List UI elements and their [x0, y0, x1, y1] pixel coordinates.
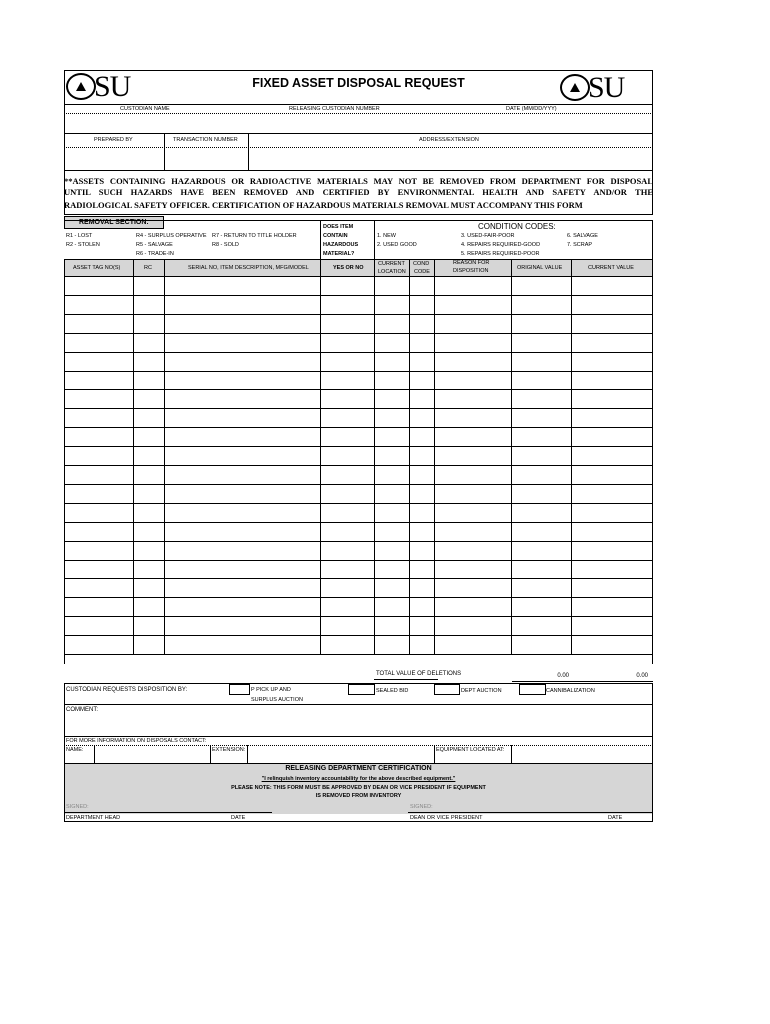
table-cell[interactable] [375, 617, 409, 635]
table-cell[interactable] [410, 485, 434, 503]
contact-extension-label: EXTENSION: [212, 747, 246, 753]
table-cell[interactable] [410, 390, 434, 408]
table-cell[interactable] [375, 523, 409, 541]
table-cell[interactable] [321, 636, 374, 654]
table-cell[interactable] [435, 428, 511, 446]
table-cell[interactable] [435, 353, 511, 371]
table-cell[interactable] [375, 598, 409, 616]
table-cell[interactable] [65, 523, 133, 541]
osu-logo-right: SU [560, 73, 624, 103]
table-cell[interactable] [321, 409, 374, 427]
table-cell[interactable] [572, 447, 652, 465]
table-cell[interactable] [512, 296, 571, 314]
table-cell[interactable] [65, 315, 133, 333]
table-cell[interactable] [410, 372, 434, 390]
col-asset-tag: ASSET TAG NO(S) [73, 265, 121, 271]
hazard-question-3: HAZARDOUS [323, 242, 359, 248]
table-cell[interactable] [375, 636, 409, 654]
condition-codes-title: CONDITION CODES: [478, 222, 556, 231]
table-cell[interactable] [165, 617, 320, 635]
table-cell[interactable] [134, 485, 164, 503]
table-cell[interactable] [134, 296, 164, 314]
table-cell[interactable] [435, 523, 511, 541]
col-cond-2: CODE [414, 269, 430, 275]
contact-label: FOR MORE INFORMATION ON DISPOSALS CONTACT: [66, 738, 207, 744]
prepared-by-field[interactable] [66, 148, 162, 169]
removal-code-r4: R4 - SURPLUS OPERATIVE [136, 233, 207, 239]
table-cell[interactable] [165, 315, 320, 333]
table-cell[interactable] [410, 504, 434, 522]
table-cell[interactable] [165, 523, 320, 541]
table-cell[interactable] [375, 485, 409, 503]
table-cell[interactable] [165, 409, 320, 427]
table-cell[interactable] [375, 353, 409, 371]
table-cell[interactable] [65, 466, 133, 484]
table-cell[interactable] [321, 579, 374, 597]
table-cell[interactable] [572, 598, 652, 616]
table-cell[interactable] [572, 390, 652, 408]
table-cell[interactable] [65, 636, 133, 654]
table-cell[interactable] [375, 542, 409, 560]
table-cell[interactable] [410, 598, 434, 616]
condition-code-4: 4. REPAIRS REQUIRED-GOOD [461, 242, 541, 248]
table-cell[interactable] [321, 617, 374, 635]
table-cell[interactable] [512, 579, 571, 597]
table-cell[interactable] [165, 390, 320, 408]
table-cell[interactable] [512, 428, 571, 446]
table-cell[interactable] [410, 315, 434, 333]
table-cell[interactable] [321, 598, 374, 616]
table-cell[interactable] [375, 296, 409, 314]
table-cell[interactable] [572, 428, 652, 446]
table-cell[interactable] [410, 296, 434, 314]
table-cell[interactable] [65, 598, 133, 616]
total-label: TOTAL VALUE OF DELETIONS [376, 671, 462, 677]
table-cell[interactable] [512, 504, 571, 522]
table-cell[interactable] [410, 353, 434, 371]
table-cell[interactable] [134, 636, 164, 654]
table-cell[interactable] [321, 428, 374, 446]
dean-signature-field[interactable] [438, 802, 648, 812]
table-cell[interactable] [375, 334, 409, 352]
table-cell[interactable] [512, 353, 571, 371]
table-cell[interactable] [65, 428, 133, 446]
department-head-signature-field[interactable] [94, 802, 270, 812]
date-label: DATE (MM/DD/YYY) [506, 106, 557, 112]
table-cell[interactable] [572, 334, 652, 352]
table-cell[interactable] [512, 277, 571, 295]
hazard-warning-line-3: RADIOLOGICAL SAFETY OFFICER. CERTIFICATION OF HAZARDOUS MATERIALS REMOVAL MUST ACCOMPANY THIS FORM [64, 200, 583, 210]
table-cell[interactable] [512, 523, 571, 541]
table-cell[interactable] [375, 277, 409, 295]
table-cell[interactable] [435, 542, 511, 560]
table-cell[interactable] [410, 523, 434, 541]
table-cell[interactable] [512, 390, 571, 408]
table-cell[interactable] [410, 334, 434, 352]
table-cell[interactable] [134, 334, 164, 352]
table-cell[interactable] [435, 334, 511, 352]
certification-title: RELEASING DEPARTMENT CERTIFICATION [285, 765, 432, 772]
table-cell[interactable] [435, 636, 511, 654]
table-cell[interactable] [512, 466, 571, 484]
date-right-label: DATE [608, 815, 623, 821]
table-cell[interactable] [165, 561, 320, 579]
table-cell[interactable] [435, 617, 511, 635]
pickup-label-1: P PICK UP AND [251, 687, 291, 693]
table-cell[interactable] [435, 296, 511, 314]
col-cond-1: COND [413, 261, 430, 267]
signed-left-label: SIGNED: [66, 804, 89, 810]
table-cell[interactable] [134, 315, 164, 333]
comment-field[interactable] [66, 715, 650, 735]
certification-statement: "I relinquish inventory accountability for the above described equipment." [261, 776, 456, 782]
table-cell[interactable] [134, 617, 164, 635]
table-cell[interactable] [410, 277, 434, 295]
address-extension-field[interactable] [250, 148, 650, 169]
removal-code-r2: R2 - STOLEN [66, 242, 100, 248]
removal-code-r6: R6 - TRADE-IN [136, 251, 174, 257]
table-cell[interactable] [134, 561, 164, 579]
custodian-name-field[interactable] [66, 114, 649, 132]
hazard-question-1: DOES ITEM [323, 224, 354, 230]
table-cell[interactable] [512, 636, 571, 654]
table-cell[interactable] [435, 277, 511, 295]
table-cell[interactable] [435, 466, 511, 484]
table-cell[interactable] [572, 466, 652, 484]
col-current-value: CURRENT VALUE [588, 265, 634, 271]
table-cell[interactable] [321, 504, 374, 522]
prepared-by-label: PREPARED BY [94, 137, 133, 143]
releasing-custodian-number-label: RELEASING CUSTODIAN NUMBER [289, 106, 380, 112]
table-cell[interactable] [435, 390, 511, 408]
table-cell[interactable] [134, 428, 164, 446]
hazard-question-4: MATERIAL? [323, 251, 355, 257]
contact-extension-field[interactable] [249, 746, 431, 762]
equipment-located-field[interactable] [513, 746, 650, 762]
table-cell[interactable] [321, 390, 374, 408]
table-cell[interactable] [165, 372, 320, 390]
table-cell[interactable] [321, 447, 374, 465]
table-cell[interactable] [375, 428, 409, 446]
table-cell[interactable] [572, 353, 652, 371]
custodian-name-label: CUSTODIAN NAME [120, 106, 170, 112]
table-cell[interactable] [410, 617, 434, 635]
table-cell[interactable] [375, 372, 409, 390]
table-cell[interactable] [572, 579, 652, 597]
table-cell[interactable] [512, 315, 571, 333]
date-left-label: DATE [231, 815, 246, 821]
table-cell[interactable] [65, 485, 133, 503]
table-cell[interactable] [572, 409, 652, 427]
table-cell[interactable] [134, 523, 164, 541]
condition-code-6: 6. SALVAGE [567, 233, 598, 239]
table-cell[interactable] [65, 353, 133, 371]
table-cell[interactable] [375, 579, 409, 597]
col-reason-1: REASON FOR [453, 260, 490, 266]
table-cell[interactable] [165, 447, 320, 465]
col-yes-no: YES OR NO [333, 265, 364, 271]
hazard-question-2: CONTAIN [323, 233, 348, 239]
condition-code-3: 3. USED-FAIR-POOR [461, 233, 515, 239]
table-cell[interactable] [165, 296, 320, 314]
table-cell[interactable] [134, 409, 164, 427]
table-cell[interactable] [410, 466, 434, 484]
table-cell[interactable] [572, 315, 652, 333]
table-cell[interactable] [512, 542, 571, 560]
condition-code-7: 7. SCRAP [567, 242, 593, 248]
table-cell[interactable] [165, 485, 320, 503]
contact-name-label: NAME: [66, 747, 84, 753]
table-cell[interactable] [410, 447, 434, 465]
table-cell[interactable] [375, 315, 409, 333]
table-cell[interactable] [321, 485, 374, 503]
total-original-value: 0.00 [557, 673, 569, 679]
table-cell[interactable] [435, 372, 511, 390]
table-cell[interactable] [321, 334, 374, 352]
table-cell[interactable] [65, 617, 133, 635]
dean-vp-label: DEAN OR VICE PRESIDENT [410, 815, 483, 821]
osu-logo-left: SU [66, 72, 130, 102]
table-cell[interactable] [572, 504, 652, 522]
table-cell[interactable] [65, 334, 133, 352]
condition-code-5: 5. REPAIRS REQUIRED-POOR [461, 251, 540, 257]
table-cell[interactable] [134, 598, 164, 616]
table-cell[interactable] [321, 372, 374, 390]
condition-code-1: 1. NEW [377, 233, 396, 239]
condition-code-2: 2. USED GOOD [377, 242, 417, 248]
col-serial: SERIAL NO, ITEM DESCRIPTION, MFG/MODEL [188, 265, 309, 271]
hazard-warning-line-1: **ASSETS CONTAINING HAZARDOUS OR RADIOACTIVE MATERIALS MAY NOT BE REMOVED FROM DEPARTMENT FOR DISPOSAL [64, 176, 653, 186]
table-cell[interactable] [134, 466, 164, 484]
table-cell[interactable] [435, 598, 511, 616]
table-cell[interactable] [512, 334, 571, 352]
certification-note-1: PLEASE NOTE: THIS FORM MUST BE APPROVED BY DEAN OR VICE PRESIDENT IF EQUIPMENT [231, 785, 486, 791]
table-cell[interactable] [134, 447, 164, 465]
table-cell[interactable] [134, 504, 164, 522]
table-cell[interactable] [165, 598, 320, 616]
table-cell[interactable] [65, 372, 133, 390]
table-cell[interactable] [134, 353, 164, 371]
cannibalization-label: CANNIBALIZATION [546, 688, 595, 694]
sealed-bid-checkbox[interactable] [348, 684, 375, 695]
removal-section-title: REMOVAL SECTION: [64, 216, 164, 229]
table-cell[interactable] [410, 561, 434, 579]
table-cell[interactable] [410, 428, 434, 446]
table-cell[interactable] [410, 542, 434, 560]
col-original-value: ORIGINAL VALUE [517, 265, 563, 271]
table-cell[interactable] [375, 561, 409, 579]
table-cell[interactable] [65, 296, 133, 314]
dept-auction-checkbox[interactable] [434, 684, 460, 695]
table-cell[interactable] [512, 561, 571, 579]
col-reason-2: DISPOSITION [453, 268, 489, 274]
transaction-number-field[interactable] [166, 148, 246, 169]
table-cell[interactable] [65, 542, 133, 560]
table-cell[interactable] [65, 390, 133, 408]
table-cell[interactable] [134, 390, 164, 408]
table-cell[interactable] [65, 409, 133, 427]
removal-code-r7: R7 - RETURN TO TITLE HOLDER [212, 233, 297, 239]
page-title: FIXED ASSET DISPOSAL REQUEST [252, 76, 465, 90]
removal-code-r5: R5 - SALVAGE [136, 242, 173, 248]
table-cell[interactable] [435, 504, 511, 522]
signed-right-label: SIGNED: [410, 804, 433, 810]
table-cell[interactable] [165, 636, 320, 654]
sealed-bid-label: SEALED BID [376, 688, 409, 694]
table-cell[interactable] [572, 523, 652, 541]
table-cell[interactable] [375, 504, 409, 522]
table-cell[interactable] [572, 542, 652, 560]
table-cell[interactable] [435, 561, 511, 579]
table-cell[interactable] [165, 334, 320, 352]
col-location-1: CURRENT [378, 261, 405, 267]
table-cell[interactable] [375, 409, 409, 427]
table-cell[interactable] [134, 542, 164, 560]
table-cell[interactable] [375, 466, 409, 484]
cannibalization-checkbox[interactable] [519, 684, 546, 695]
table-cell[interactable] [435, 447, 511, 465]
table-cell[interactable] [321, 277, 374, 295]
table-cell[interactable] [165, 579, 320, 597]
table-cell[interactable] [572, 561, 652, 579]
table-cell[interactable] [165, 428, 320, 446]
transaction-number-label: TRANSACTION NUMBER [173, 137, 238, 143]
table-cell[interactable] [572, 617, 652, 635]
col-location-2: LOCATION [378, 269, 406, 275]
table-cell[interactable] [512, 447, 571, 465]
table-cell[interactable] [65, 447, 133, 465]
table-cell[interactable] [321, 523, 374, 541]
table-cell[interactable] [165, 504, 320, 522]
table-cell[interactable] [165, 466, 320, 484]
pickup-surplus-checkbox[interactable] [229, 684, 250, 695]
table-cell[interactable] [572, 636, 652, 654]
table-cell[interactable] [375, 447, 409, 465]
table-cell[interactable] [572, 485, 652, 503]
pickup-label-2: SURPLUS AUCTION [251, 697, 303, 703]
table-cell[interactable] [321, 542, 374, 560]
table-cell[interactable] [321, 561, 374, 579]
table-cell[interactable] [572, 296, 652, 314]
table-cell[interactable] [321, 466, 374, 484]
table-cell[interactable] [65, 277, 133, 295]
department-head-label: DEPARTMENT HEAD [66, 815, 121, 821]
table-cell[interactable] [435, 485, 511, 503]
table-cell[interactable] [375, 390, 409, 408]
table-cell[interactable] [134, 372, 164, 390]
certification-note-2: IS REMOVED FROM INVENTORY [315, 793, 402, 799]
table-cell[interactable] [435, 579, 511, 597]
table-cell[interactable] [435, 409, 511, 427]
table-cell[interactable] [321, 296, 374, 314]
col-rc: RC [144, 265, 152, 271]
disposition-label: CUSTODIAN REQUESTS DISPOSITION BY: [66, 687, 188, 693]
table-cell[interactable] [572, 277, 652, 295]
address-extension-label: ADDRESS/EXTENSION [419, 137, 479, 143]
table-cell[interactable] [134, 579, 164, 597]
table-cell[interactable] [165, 353, 320, 371]
table-cell[interactable] [134, 277, 164, 295]
hazard-warning-line-2: UNTIL SUCH HAZARDS HAVE BEEN REMOVED AND CERTIFIED BY ENVIRONMENTAL HEALTH AND SAFETY AND/OR THE [64, 187, 653, 197]
removal-code-r8: R8 - SOLD [212, 242, 239, 248]
table-cell[interactable] [321, 315, 374, 333]
table-cell[interactable] [410, 409, 434, 427]
removal-code-r1: R1 - LOST [66, 233, 93, 239]
total-current-value: 0.00 [636, 673, 648, 679]
contact-name-field[interactable] [96, 746, 208, 762]
table-cell[interactable] [321, 353, 374, 371]
table-cell[interactable] [410, 579, 434, 597]
table-cell[interactable] [512, 617, 571, 635]
table-cell[interactable] [512, 372, 571, 390]
table-cell[interactable] [165, 542, 320, 560]
table-cell[interactable] [410, 636, 434, 654]
comment-label: COMMENT: [66, 707, 98, 713]
table-cell[interactable] [512, 598, 571, 616]
dept-auction-label: DEPT AUCTION [461, 688, 502, 694]
table-cell[interactable] [65, 561, 133, 579]
table-cell[interactable] [512, 409, 571, 427]
table-cell[interactable] [165, 277, 320, 295]
table-cell[interactable] [572, 372, 652, 390]
equipment-located-label: EQUIPMENT LOCATED AT: [436, 747, 505, 753]
table-cell[interactable] [65, 504, 133, 522]
table-cell[interactable] [435, 315, 511, 333]
table-cell[interactable] [512, 485, 571, 503]
table-cell[interactable] [65, 579, 133, 597]
